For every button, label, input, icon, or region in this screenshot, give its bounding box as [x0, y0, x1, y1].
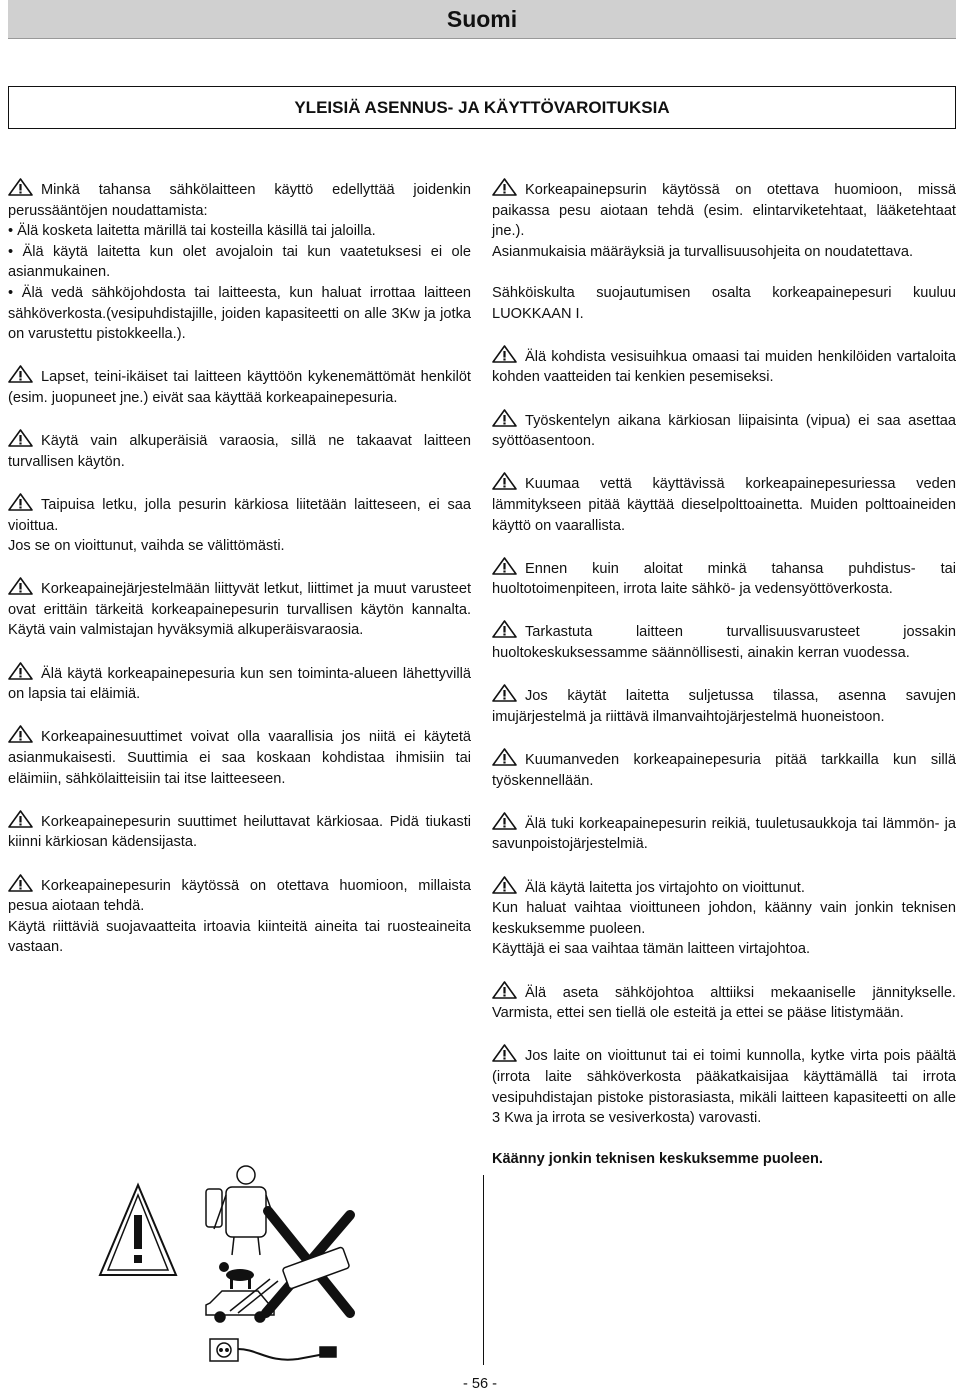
paragraph-text: Tarkastuta laitteen turvallisuusvarusteet jossakin huoltokeskuksessamme säännöllisesti, ainakin kerran vuodessa.: [492, 624, 956, 662]
warning-paragraph: [492, 472, 956, 536]
paragraph-line: [8, 178, 471, 221]
language-header: [8, 0, 956, 39]
paragraph-line: [8, 917, 471, 958]
warning-triangle-icon: [8, 429, 33, 447]
warning-triangle-icon: [492, 557, 517, 575]
paragraph-text: Taipuisa letku, jolla pesurin kärkiosa liitetään laitteseen, ei saa vioittua.: [8, 496, 471, 534]
paragraph-text: Korkeapainesuuttimet voivat olla vaarallisia jos niitä ei käytetä asianmukaisesti. Suuttimia ei saa koskaan kohdistaa ihmisiin tai eläimiin, sähkölaitteisiin tai itse laitteeseen.: [8, 729, 471, 787]
section-title-box: [8, 86, 956, 129]
paragraph-line: [492, 981, 956, 1024]
paragraph-text: Korkeapainepesurin suuttimet heiluttavat kärkiosaa. Pidä tiukasti kiinni kärkiosan kädensijasta.: [8, 813, 471, 851]
warning-paragraph: [492, 178, 956, 262]
paragraph-text: Kuumanveden korkeapainepesuria pitää tarkkailla kun sillä työskennellään.: [492, 752, 956, 789]
paragraph-line: [492, 472, 956, 536]
figure-divider-line: [483, 1175, 484, 1365]
warning-paragraph: [492, 684, 956, 727]
paragraph-text: Käytä vain alkuperäisiä varaosia, sillä ne takaavat laitteen turvallisen käytön.: [8, 433, 471, 470]
paragraph-line: [8, 874, 471, 917]
warning-triangle-icon: [8, 577, 33, 595]
paragraph-line: [492, 876, 956, 899]
paragraph-line: [8, 725, 471, 789]
warning-paragraph: [8, 662, 471, 705]
paragraph-line: [492, 898, 956, 939]
paragraph-text: Käyttäjä ei saa vaihtaa tämän laitteen virtajohtoa.: [492, 941, 811, 958]
left-column: [8, 178, 471, 979]
paragraph-line: [8, 493, 471, 536]
paragraph-text: Korkeapainepesurin käytössä on otettava huomioon, millaista pesua aiotaan tehdä.: [8, 877, 471, 915]
warning-triangle-icon: [492, 876, 517, 894]
paragraph-text: Älä käytä korkeapainepesuria kun sen toiminta-alueen lähettyvillä on lapsia tai eläimiä.: [8, 665, 471, 703]
paragraph-line: [8, 429, 471, 472]
right-column: [492, 178, 956, 1170]
paragraph-text: Älä käytä laitetta jos virtajohto on vioittunut.: [525, 879, 805, 896]
paragraph-line: [8, 810, 471, 853]
paragraph-line: [492, 178, 956, 242]
warning-triangle-icon: [8, 725, 33, 743]
paragraph-text: Jos laite on vioittunut tai ei toimi kunnolla, kytke virta pois päältä (irrota laite sähköverkosta pääkatkaisijaa käyttämällä tai irrota vesipuhdistajan pistoke pistorasiasta, mikäli laitteen kapasiteetti on alle 3 Kwa ja irrota se vesiverkosta) varovasti.: [492, 1048, 956, 1127]
paragraph-text: Jos käytät laitetta suljetussa tilassa, asenna savujen imujärjestelmä ja riittävä ilmanvaihtojärjestelmä huoneistoon.: [492, 688, 956, 725]
paragraph-text: Kuumaa vettä käyttävissä korkeapainepesuriessa veden lämmitykseen pitää käyttää dieselpolttoainetta. Muiden polttoaineiden käyttö on vaarallista.: [492, 476, 956, 534]
warning-paragraph: [492, 981, 956, 1024]
closing-note: Käänny jonkin teknisen keskuksemme puoleen.: [492, 1151, 823, 1168]
paragraph-line: [492, 409, 956, 452]
paragraph-text: Älä aseta sähköjohtoa alttiiksi mekaaniselle jännitykselle. Varmista, ettei sen tiellä ole esteitä ja ettei se pääse litistymään.: [492, 984, 956, 1022]
paragraph-line: [8, 283, 471, 345]
paragraph-text: Ennen kuin aloitat minkä tahansa puhdistus- tai huoltotoimenpiteen, irrota laite sähkö- ja vedensyöttöverkosta.: [492, 560, 956, 598]
paragraph-line: [8, 221, 471, 242]
warning-triangle-icon: [8, 810, 33, 828]
warning-triangle-icon: [492, 748, 517, 766]
warning-triangle-icon: [8, 365, 33, 383]
warning-paragraph: [492, 812, 956, 855]
paragraph-text: • Älä kosketa laitetta märillä tai kosteilla käsillä tai jaloilla.: [8, 223, 376, 240]
paragraph-text: Älä tuki korkeapainepesurin reikiä, tuuletusaukkoja tai lämmön- ja savunpoistojärjestelmiä.: [492, 815, 956, 853]
paragraph-text: • Älä käytä laitetta kun olet avojaloin tai kun vaatetuksesi ei ole asianmukainen.: [8, 243, 471, 281]
warning-paragraph: [8, 810, 471, 853]
paragraph-line: [8, 662, 471, 705]
warning-paragraph: [8, 725, 471, 789]
warning-triangle-icon: [492, 472, 517, 490]
paragraph-text: Työskentelyn aikana kärkiosan liipaisinta (vipua) ei saa asettaa syöttöasentoon.: [492, 412, 956, 450]
paragraph-line: [492, 748, 956, 791]
paragraph-line: [492, 684, 956, 727]
warning-paragraph: [492, 409, 956, 452]
warning-triangle-icon: [8, 874, 33, 892]
section-title: YLEISIÄ ASENNUS- JA KÄYTTÖVAROITUKSIA: [294, 97, 670, 117]
warning-triangle-icon: [8, 662, 33, 680]
paragraph-line: [492, 812, 956, 855]
warning-paragraph: [8, 493, 471, 557]
warning-paragraph: [8, 365, 471, 408]
warning-triangle-icon: [492, 812, 517, 830]
paragraph-line: [492, 620, 956, 663]
paragraph-line: [492, 939, 956, 960]
paragraph-line: [8, 242, 471, 283]
paragraph-line: [492, 557, 956, 600]
paragraph-text: Lapset, teini-ikäiset tai laitteen käyttöön kykenemättömät henkilöt (esim. juopuneet jne.) eivät saa käyttää korkeapainepesuria.: [8, 369, 471, 406]
warning-paragraph: [492, 283, 956, 324]
warning-paragraph: [8, 577, 471, 641]
large-warning-triangle-icon: [100, 1185, 176, 1275]
warning-paragraph: [492, 620, 956, 663]
warning-triangle-icon: [492, 178, 517, 196]
warning-triangle-icon: [492, 409, 517, 427]
page-number: - 56 -: [462, 1376, 498, 1392]
paragraph-text: Korkeapainepsurin käytössä on otettava huomioon, missä paikassa pesu aiotaan tehdä (esim. elintarviketehtaat, lääketehtaat jne.).: [492, 182, 956, 240]
paragraph-text: Minkä tahansa sähkölaitteen käyttö edellyttää joidenkin perussääntöjen noudattamista:: [8, 182, 471, 219]
paragraph-text: Korkeapainejärjestelmään liittyvät letkut, liittimet ja muut varusteet ovat erittäin tärkeitä korkeapainepesurin turvallisen käytön kannalta. Käytä vain valmistajan hyväksymiä alkuperäisvaraosia.: [8, 581, 471, 639]
safety-illustration: [98, 1163, 368, 1371]
warning-triangle-icon: [492, 981, 517, 999]
warning-paragraph: [8, 874, 471, 958]
warning-triangle-icon: [492, 1044, 517, 1062]
dog-figure: [219, 1262, 254, 1289]
warning-paragraph: [492, 557, 956, 600]
paragraph-line: [492, 345, 956, 388]
paragraph-line: [8, 536, 471, 557]
paragraph-text: Käytä riittäviä suojavaatteita irtoavia kiinteitä aineita tai ruosteaineita vastaan.: [8, 918, 471, 956]
warning-paragraph: [492, 748, 956, 791]
paragraph-line: [8, 577, 471, 641]
paragraph-text: Jos se on vioittunut, vaihda se välittömästi.: [8, 538, 285, 555]
paragraph-text: • Älä vedä sähköjohdosta tai laitteesta, kun haluat irrottaa laitteen sähköverkosta.(vesipuhdistajille, joiden kapasiteetti on alle 3Kw ja jotka on varustettu pistokkeella.).: [8, 284, 471, 343]
warning-triangle-icon: [492, 345, 517, 363]
paragraph-text: Sähköiskulta suojautumisen osalta korkeapainepesuri kuuluu LUOKKAAN I.: [492, 284, 956, 322]
paragraph-text: Kun haluat vaihtaa vioittuneen johdon, käänny vain jonkin teknisen keskuksemme puoleen.: [492, 900, 956, 937]
paragraph-line: [492, 1044, 956, 1128]
electric-socket-icon: [210, 1339, 336, 1361]
paragraph-text: Älä kohdista vesisuihkua omaasi tai muiden henkilöiden vartaloita kohden vaatteiden tai kenkien pesemiseksi.: [492, 348, 956, 386]
paragraph-text: Asianmukaisia määräyksiä ja turvallisuusohjeita on noudatettava.: [492, 243, 914, 260]
paragraph-line: [492, 242, 956, 263]
warning-paragraph: [492, 345, 956, 388]
warning-paragraph: [492, 876, 956, 960]
warning-triangle-icon: [8, 178, 33, 196]
paragraph-line: [492, 283, 956, 324]
warning-paragraph: [8, 178, 471, 345]
language-label: Suomi: [446, 5, 518, 32]
warning-paragraph: [8, 429, 471, 472]
warning-paragraph: [492, 1044, 956, 1128]
warning-triangle-icon: [492, 684, 517, 702]
warning-triangle-icon: [8, 493, 33, 511]
warning-triangle-icon: [492, 620, 517, 638]
paragraph-line: [8, 365, 471, 408]
